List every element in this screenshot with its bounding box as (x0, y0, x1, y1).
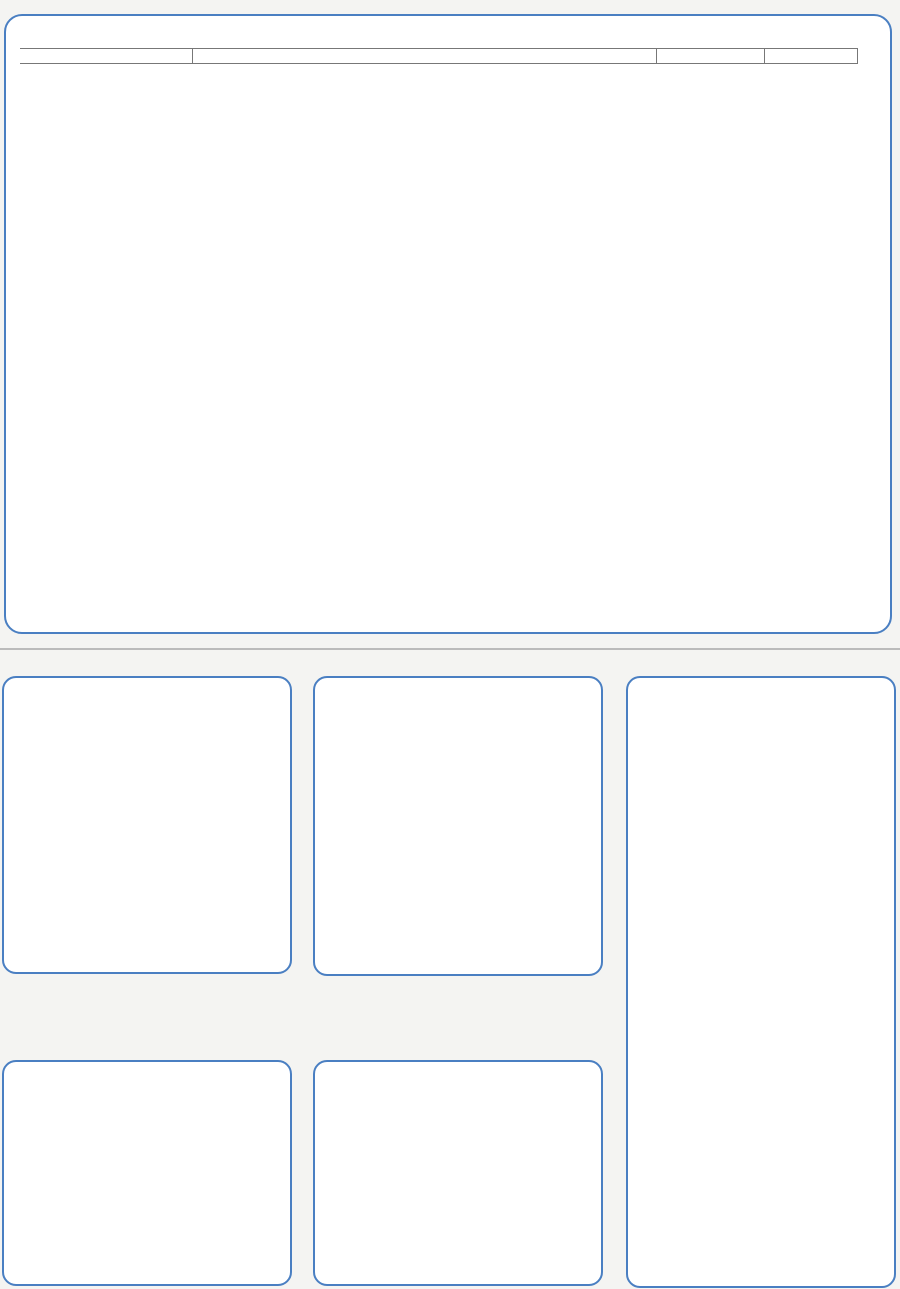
secl-report-box (313, 1060, 603, 1286)
league-division-three-box (2, 676, 292, 974)
fixtures-results-panel (4, 14, 892, 634)
fixtures-results-table (20, 48, 858, 616)
secl-fixtures-box (2, 1060, 292, 1286)
col-date (20, 49, 193, 64)
senior-league-box (313, 676, 603, 976)
col-opponents (193, 49, 657, 64)
side-legend (864, 56, 884, 636)
page-divider (0, 648, 900, 650)
col-fa (765, 49, 858, 64)
follow-the-gills-box (626, 676, 896, 1288)
table-header (20, 49, 858, 64)
col-att (657, 49, 765, 64)
secl-report-text (323, 1122, 595, 1126)
